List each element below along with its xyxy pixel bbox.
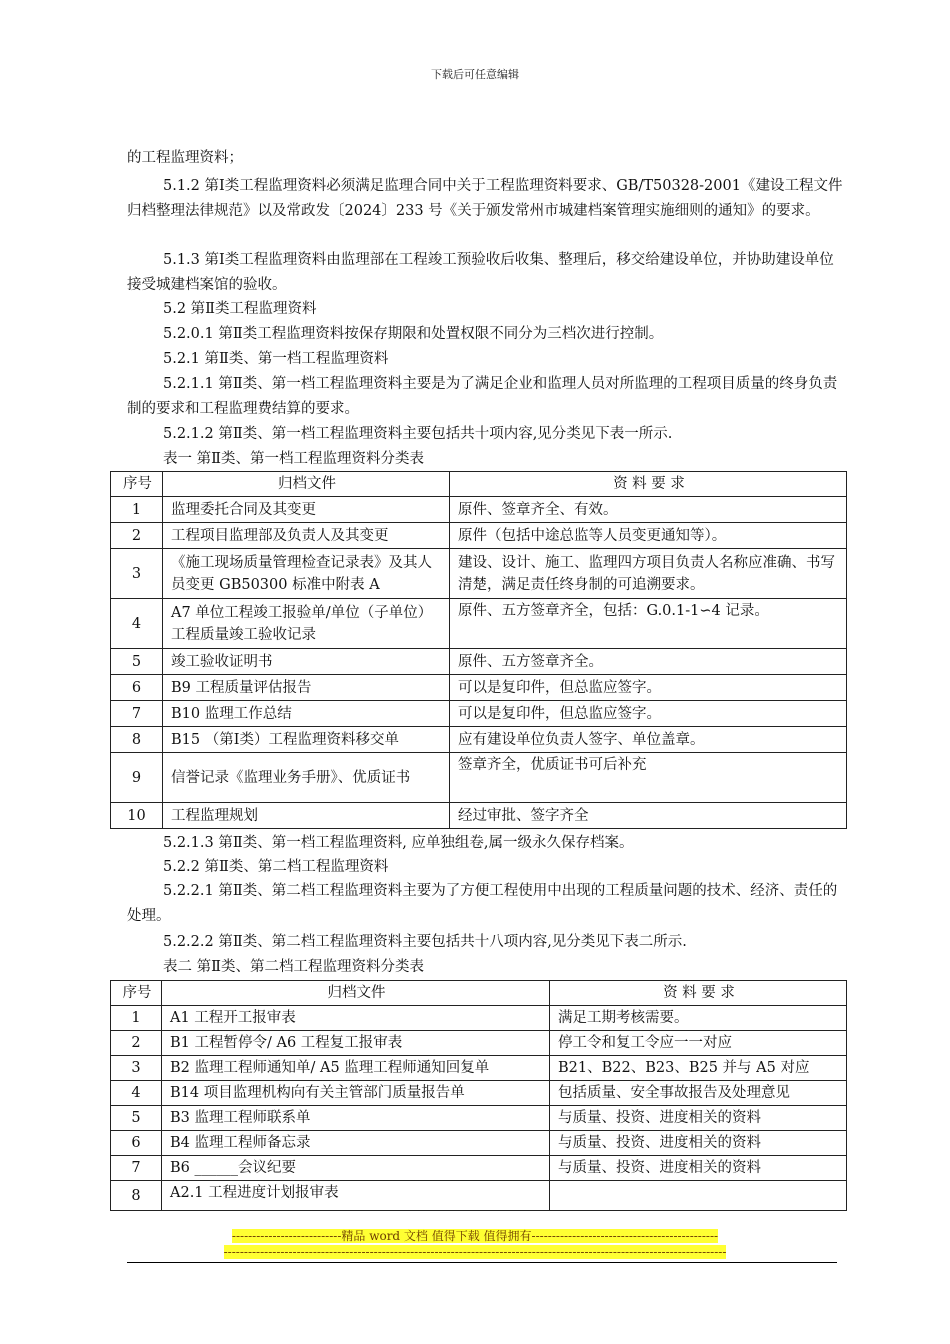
paragraph: 5.2.2 第Ⅱ类、第二档工程监理资料 — [163, 859, 389, 875]
footer-banner — [0, 1245, 950, 1260]
paragraph: 5.2 第Ⅱ类工程监理资料 — [163, 301, 317, 317]
row-number: 4 — [111, 1081, 162, 1106]
archive-file: B9 工程质量评估报告 — [163, 675, 450, 701]
paragraph: 5.2.0.1 第Ⅱ类工程监理资料按保存期限和处置权限不同分为三档次进行控制。 — [163, 326, 664, 342]
table-row — [111, 701, 847, 727]
table1 — [110, 471, 847, 829]
row-number: 5 — [111, 649, 163, 675]
row-number: 10 — [111, 803, 163, 829]
requirement: 包括质量、安全事故报告及处理意见 — [550, 1081, 847, 1106]
requirement: 可以是复印件，但总监应签字。 — [450, 675, 847, 701]
row-number: 2 — [111, 523, 163, 549]
paragraph: 5.2.2.2 第Ⅱ类、第二档工程监理资料主要包括共十八项内容,见分类见下表二所示. — [163, 934, 687, 950]
table-row — [111, 1131, 847, 1156]
requirement: 经过审批、签字齐全 — [450, 803, 847, 829]
archive-file: B6 ______会议纪要 — [162, 1156, 550, 1181]
requirement: 原件（包括中途总监等人员变更通知等）。 — [450, 523, 847, 549]
table-row — [111, 1031, 847, 1056]
table-row — [111, 497, 847, 523]
requirement — [550, 1181, 847, 1211]
table-header-row — [111, 472, 847, 497]
table2 — [110, 980, 847, 1211]
table-row — [111, 803, 847, 829]
row-number: 9 — [111, 753, 163, 803]
archive-file: A7 单位工程竣工报验单/单位（子单位）工程质量竣工验收记录 — [163, 599, 450, 649]
page-header: 下载后可任意编辑 — [431, 68, 519, 81]
table-row — [111, 727, 847, 753]
row-number: 5 — [111, 1106, 162, 1131]
row-number: 8 — [111, 1181, 162, 1211]
row-number: 7 — [111, 701, 163, 727]
archive-file: 工程项目监理部及负责人及其变更 — [163, 523, 450, 549]
archive-file: 竣工验收证明书 — [163, 649, 450, 675]
table-row — [111, 1181, 847, 1211]
header-cell: 序号 — [111, 981, 162, 1006]
table-row — [111, 523, 847, 549]
header-cell: 资 料 要 求 — [550, 981, 847, 1006]
requirement: 与质量、投资、进度相关的资料 — [550, 1131, 847, 1156]
footer-divider — [127, 1262, 837, 1263]
row-number: 3 — [111, 1056, 162, 1081]
paragraph: 的工程监理资料； — [127, 150, 243, 166]
row-number: 6 — [111, 1131, 162, 1156]
requirement: 停工令和复工令应一一对应 — [550, 1031, 847, 1056]
row-number: 4 — [111, 599, 163, 649]
archive-file: B3 监理工程师联系单 — [162, 1106, 550, 1131]
paragraph: 5.2.1.2 第Ⅱ类、第一档工程监理资料主要包括共十项内容,见分类见下表一所示. — [163, 426, 673, 442]
table-row — [111, 675, 847, 701]
table-row — [111, 649, 847, 675]
table-row — [111, 1006, 847, 1031]
paragraph: 5.2.1 第Ⅱ类、第一档工程监理资料 — [163, 351, 389, 367]
header-cell: 归档文件 — [162, 981, 550, 1006]
requirement: 可以是复印件，但总监应签字。 — [450, 701, 847, 727]
table-row — [111, 1106, 847, 1131]
requirement: 原件、五方签章齐全。 — [450, 649, 847, 675]
table1-caption: 表一 第Ⅱ类、第一档工程监理资料分类表 — [163, 451, 424, 467]
row-number: 1 — [111, 497, 163, 523]
requirement: 签章齐全，优质证书可后补充 — [450, 753, 847, 803]
paragraph: 5.1.3 第Ⅰ类工程监理资料由监理部在工程竣工预验收后收集、整理后，移交给建设单位，并协助建设单位接受城建档案馆的验收。 — [127, 252, 834, 293]
table-row — [111, 549, 847, 599]
row-number: 7 — [111, 1156, 162, 1181]
table-header-row — [111, 981, 847, 1006]
header-cell: 资 料 要 求 — [450, 472, 847, 497]
row-number: 8 — [111, 727, 163, 753]
archive-file: B4 监理工程师备忘录 — [162, 1131, 550, 1156]
archive-file: B15 （第Ⅰ类）工程监理资料移交单 — [163, 727, 450, 753]
table-row — [111, 599, 847, 649]
archive-file: B1 工程暂停令/ A6 工程复工报审表 — [162, 1031, 550, 1056]
table-row — [111, 1081, 847, 1106]
footer-line-1: ---------------------------精品 word 文档 值得下载 值得拥有---------------------------------------------- — [231, 1229, 719, 1243]
archive-file: 监理委托合同及其变更 — [163, 497, 450, 523]
archive-file: B2 监理工程师通知单/ A5 监理工程师通知回复单 — [162, 1056, 550, 1081]
paragraph: 5.2.1.1 第Ⅱ类、第一档工程监理资料主要是为了满足企业和监理人员对所监理的工程项目质量的终身负责制的要求和工程监理费结算的要求。 — [127, 376, 838, 417]
footer-banner — [0, 1229, 950, 1244]
footer-line-2: ---------------------------------------------------------------------------------------------------------------------------- — [223, 1245, 727, 1259]
paragraph: 5.1.2 第Ⅰ类工程监理资料必须满足监理合同中关于工程监理资料要求、GB/T50328-2001《建设工程文件归档整理法律规范》以及常政发〔2024〕233 号《关于颁发常州市城建档案管理实施细则的通知》的要求。 — [127, 178, 843, 219]
table-row — [111, 1056, 847, 1081]
header-cell: 序号 — [111, 472, 163, 497]
archive-file: 《施工现场质量管理检查记录表》及其人员变更 GB50300 标准中附表 A — [163, 549, 450, 599]
row-number: 3 — [111, 549, 163, 599]
archive-file: 信誉记录《监理业务手册》、优质证书 — [163, 753, 450, 803]
table-row — [111, 753, 847, 803]
archive-file: B14 项目监理机构向有关主管部门质量报告单 — [162, 1081, 550, 1106]
paragraph: 5.2.2.1 第Ⅱ类、第二档工程监理资料主要为了方便工程使用中出现的工程质量问题的技术、经济、责任的处理。 — [127, 883, 838, 924]
archive-file: 工程监理规划 — [163, 803, 450, 829]
archive-file: A2.1 工程进度计划报审表 — [162, 1181, 550, 1211]
row-number: 6 — [111, 675, 163, 701]
requirement: 应有建设单位负责人签字、单位盖章。 — [450, 727, 847, 753]
table-row — [111, 1156, 847, 1181]
requirement: 建设、设计、施工、监理四方项目负责人名称应准确、书写清楚，满足责任终身制的可追溯要求。 — [450, 549, 847, 599]
paragraph: 5.2.1.3 第Ⅱ类、第一档工程监理资料, 应单独组卷,属一级永久保存档案。 — [163, 835, 634, 851]
row-number: 2 — [111, 1031, 162, 1056]
header-cell: 归档文件 — [163, 472, 450, 497]
table2-caption: 表二 第Ⅱ类、第二档工程监理资料分类表 — [163, 959, 424, 975]
row-number: 1 — [111, 1006, 162, 1031]
requirement: 与质量、投资、进度相关的资料 — [550, 1106, 847, 1131]
requirement: 与质量、投资、进度相关的资料 — [550, 1156, 847, 1181]
requirement: B21、B22、B23、B25 并与 A5 对应 — [550, 1056, 847, 1081]
requirement: 原件、五方签章齐全，包括：G.0.1-1∽4 记录。 — [450, 599, 847, 649]
requirement: 满足工期考核需要。 — [550, 1006, 847, 1031]
requirement: 原件、签章齐全、有效。 — [450, 497, 847, 523]
archive-file: B10 监理工作总结 — [163, 701, 450, 727]
archive-file: A1 工程开工报审表 — [162, 1006, 550, 1031]
